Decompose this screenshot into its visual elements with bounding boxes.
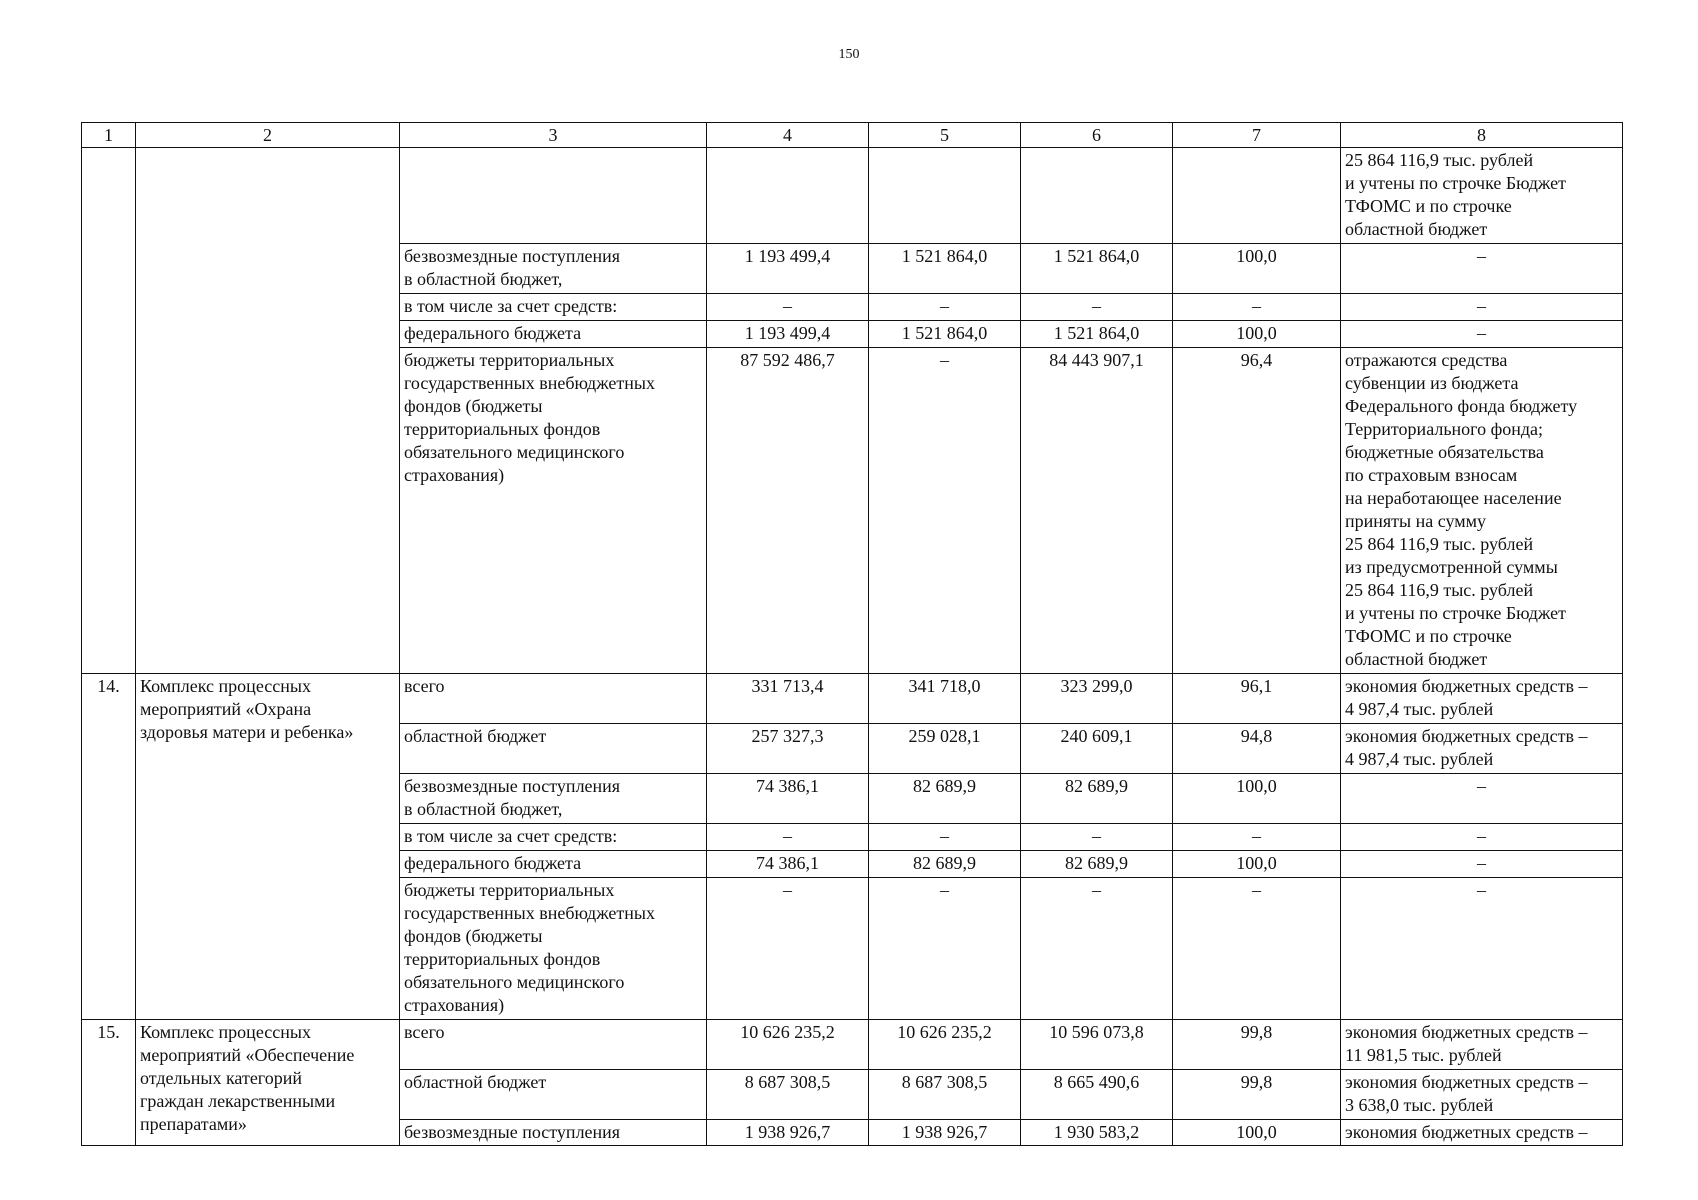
funding-source-cell: федерального бюджета xyxy=(400,851,707,878)
header-row xyxy=(82,123,1623,148)
table-row xyxy=(82,674,1623,724)
value-cell: 84 443 907,1 xyxy=(1021,348,1173,674)
value-cell: 8 687 308,5 xyxy=(869,1070,1021,1120)
value-cell: – xyxy=(869,348,1021,674)
note-cell: экономия бюджетных средств – 11 981,5 тыс. рублей xyxy=(1341,1020,1623,1070)
percent-cell: – xyxy=(1173,824,1341,851)
funding-source-cell: федерального бюджета xyxy=(400,321,707,348)
value-cell: 87 592 486,7 xyxy=(707,348,869,674)
row-index-cell xyxy=(82,148,136,674)
percent-cell: 100,0 xyxy=(1173,1120,1341,1146)
funding-source-cell xyxy=(400,148,707,244)
value-cell: 8 687 308,5 xyxy=(707,1070,869,1120)
value-cell: 10 596 073,8 xyxy=(1021,1020,1173,1070)
value-cell: – xyxy=(869,878,1021,1020)
percent-cell xyxy=(1173,148,1341,244)
header-cell-7: 7 xyxy=(1173,123,1341,148)
value-cell: 82 689,9 xyxy=(1021,774,1173,824)
note-cell: – xyxy=(1341,294,1623,321)
value-cell: 323 299,0 xyxy=(1021,674,1173,724)
table-row xyxy=(82,148,1623,244)
funding-source-cell: бюджеты территориальных государственных внебюджетных фондов (бюджеты территориальных фондов обязательного медицинского страхования) xyxy=(400,348,707,674)
value-cell: 82 689,9 xyxy=(869,851,1021,878)
value-cell: – xyxy=(1021,824,1173,851)
percent-cell: 99,8 xyxy=(1173,1020,1341,1070)
funding-source-cell: всего xyxy=(400,674,707,724)
percent-cell: 94,8 xyxy=(1173,724,1341,774)
note-cell: экономия бюджетных средств – xyxy=(1341,1120,1623,1146)
program-name-cell: Комплекс процессных мероприятий «Охрана здоровья матери и ребенка» xyxy=(136,674,400,1020)
value-cell: – xyxy=(869,824,1021,851)
value-cell: 1 193 499,4 xyxy=(707,321,869,348)
funding-source-cell: бюджеты территориальных государственных внебюджетных фондов (бюджеты территориальных фондов обязательного медицинского страхования) xyxy=(400,878,707,1020)
note-cell: – xyxy=(1341,878,1623,1020)
note-cell: – xyxy=(1341,244,1623,294)
value-cell: 1 930 583,2 xyxy=(1021,1120,1173,1146)
value-cell: – xyxy=(707,824,869,851)
percent-cell: 100,0 xyxy=(1173,321,1341,348)
note-cell: экономия бюджетных средств – 4 987,4 тыс. рублей xyxy=(1341,724,1623,774)
note-cell: экономия бюджетных средств – 3 638,0 тыс. рублей xyxy=(1341,1070,1623,1120)
value-cell: – xyxy=(1021,294,1173,321)
note-cell: отражаются средства субвенции из бюджета Федерального фонда бюджету Территориального фонда; бюджетные обязательства по страховым взносам на неработающее население приняты на сумму 25 864 116,9 тыс. рублей из предусмотренной суммы 25 864 116,9 тыс. рублей и учтены по строчке Бюджет ТФОМС и по строчке областной бюджет xyxy=(1341,348,1623,674)
funding-source-cell: безвозмездные поступления в областной бюджет, xyxy=(400,244,707,294)
row-index-cell: 14. xyxy=(82,674,136,1020)
percent-cell: 100,0 xyxy=(1173,774,1341,824)
percent-cell: – xyxy=(1173,878,1341,1020)
value-cell: 1 521 864,0 xyxy=(1021,244,1173,294)
header-cell-8: 8 xyxy=(1341,123,1623,148)
funding-source-cell: безвозмездные поступления xyxy=(400,1120,707,1146)
value-cell: 10 626 235,2 xyxy=(707,1020,869,1070)
value-cell xyxy=(1021,148,1173,244)
note-cell: – xyxy=(1341,774,1623,824)
value-cell: 74 386,1 xyxy=(707,774,869,824)
header-cell-1: 1 xyxy=(82,123,136,148)
value-cell: 82 689,9 xyxy=(1021,851,1173,878)
value-cell: – xyxy=(1021,878,1173,1020)
funding-source-cell: областной бюджет xyxy=(400,1070,707,1120)
header-cell-6: 6 xyxy=(1021,123,1173,148)
funding-source-cell: в том числе за счет средств: xyxy=(400,824,707,851)
program-name-cell xyxy=(136,148,400,674)
value-cell: 1 521 864,0 xyxy=(1021,321,1173,348)
percent-cell: 99,8 xyxy=(1173,1070,1341,1120)
percent-cell: 100,0 xyxy=(1173,244,1341,294)
header-cell-3: 3 xyxy=(400,123,707,148)
value-cell: 1 521 864,0 xyxy=(869,321,1021,348)
header-cell-5: 5 xyxy=(869,123,1021,148)
table-row xyxy=(82,1020,1623,1070)
value-cell: 10 626 235,2 xyxy=(869,1020,1021,1070)
percent-cell: 96,1 xyxy=(1173,674,1341,724)
value-cell: 8 665 490,6 xyxy=(1021,1070,1173,1120)
note-cell: 25 864 116,9 тыс. рублей и учтены по строчке Бюджет ТФОМС и по строчке областной бюджет xyxy=(1341,148,1623,244)
header-cell-2: 2 xyxy=(136,123,400,148)
row-index-cell: 15. xyxy=(82,1020,136,1146)
note-cell: – xyxy=(1341,321,1623,348)
percent-cell: 96,4 xyxy=(1173,348,1341,674)
page-number: 150 xyxy=(838,47,860,62)
funding-source-cell: безвозмездные поступления в областной бюджет, xyxy=(400,774,707,824)
program-name-cell: Комплекс процессных мероприятий «Обеспечение отдельных категорий граждан лекарственными препаратами» xyxy=(136,1020,400,1146)
funding-source-cell: всего xyxy=(400,1020,707,1070)
value-cell: – xyxy=(707,878,869,1020)
value-cell: 1 521 864,0 xyxy=(869,244,1021,294)
funding-source-cell: областной бюджет xyxy=(400,724,707,774)
value-cell xyxy=(707,148,869,244)
value-cell: 1 193 499,4 xyxy=(707,244,869,294)
funding-source-cell: в том числе за счет средств: xyxy=(400,294,707,321)
percent-cell: 100,0 xyxy=(1173,851,1341,878)
value-cell xyxy=(869,148,1021,244)
value-cell: 82 689,9 xyxy=(869,774,1021,824)
value-cell: 74 386,1 xyxy=(707,851,869,878)
value-cell: 240 609,1 xyxy=(1021,724,1173,774)
value-cell: 1 938 926,7 xyxy=(869,1120,1021,1146)
percent-cell: – xyxy=(1173,294,1341,321)
value-cell: – xyxy=(869,294,1021,321)
header-cell-4: 4 xyxy=(707,123,869,148)
value-cell: 341 718,0 xyxy=(869,674,1021,724)
note-cell: – xyxy=(1341,851,1623,878)
value-cell: 259 028,1 xyxy=(869,724,1021,774)
value-cell: 331 713,4 xyxy=(707,674,869,724)
note-cell: – xyxy=(1341,824,1623,851)
note-cell: экономия бюджетных средств – 4 987,4 тыс. рублей xyxy=(1341,674,1623,724)
budget-execution-table xyxy=(81,122,1623,1146)
value-cell: – xyxy=(707,294,869,321)
value-cell: 1 938 926,7 xyxy=(707,1120,869,1146)
value-cell: 257 327,3 xyxy=(707,724,869,774)
